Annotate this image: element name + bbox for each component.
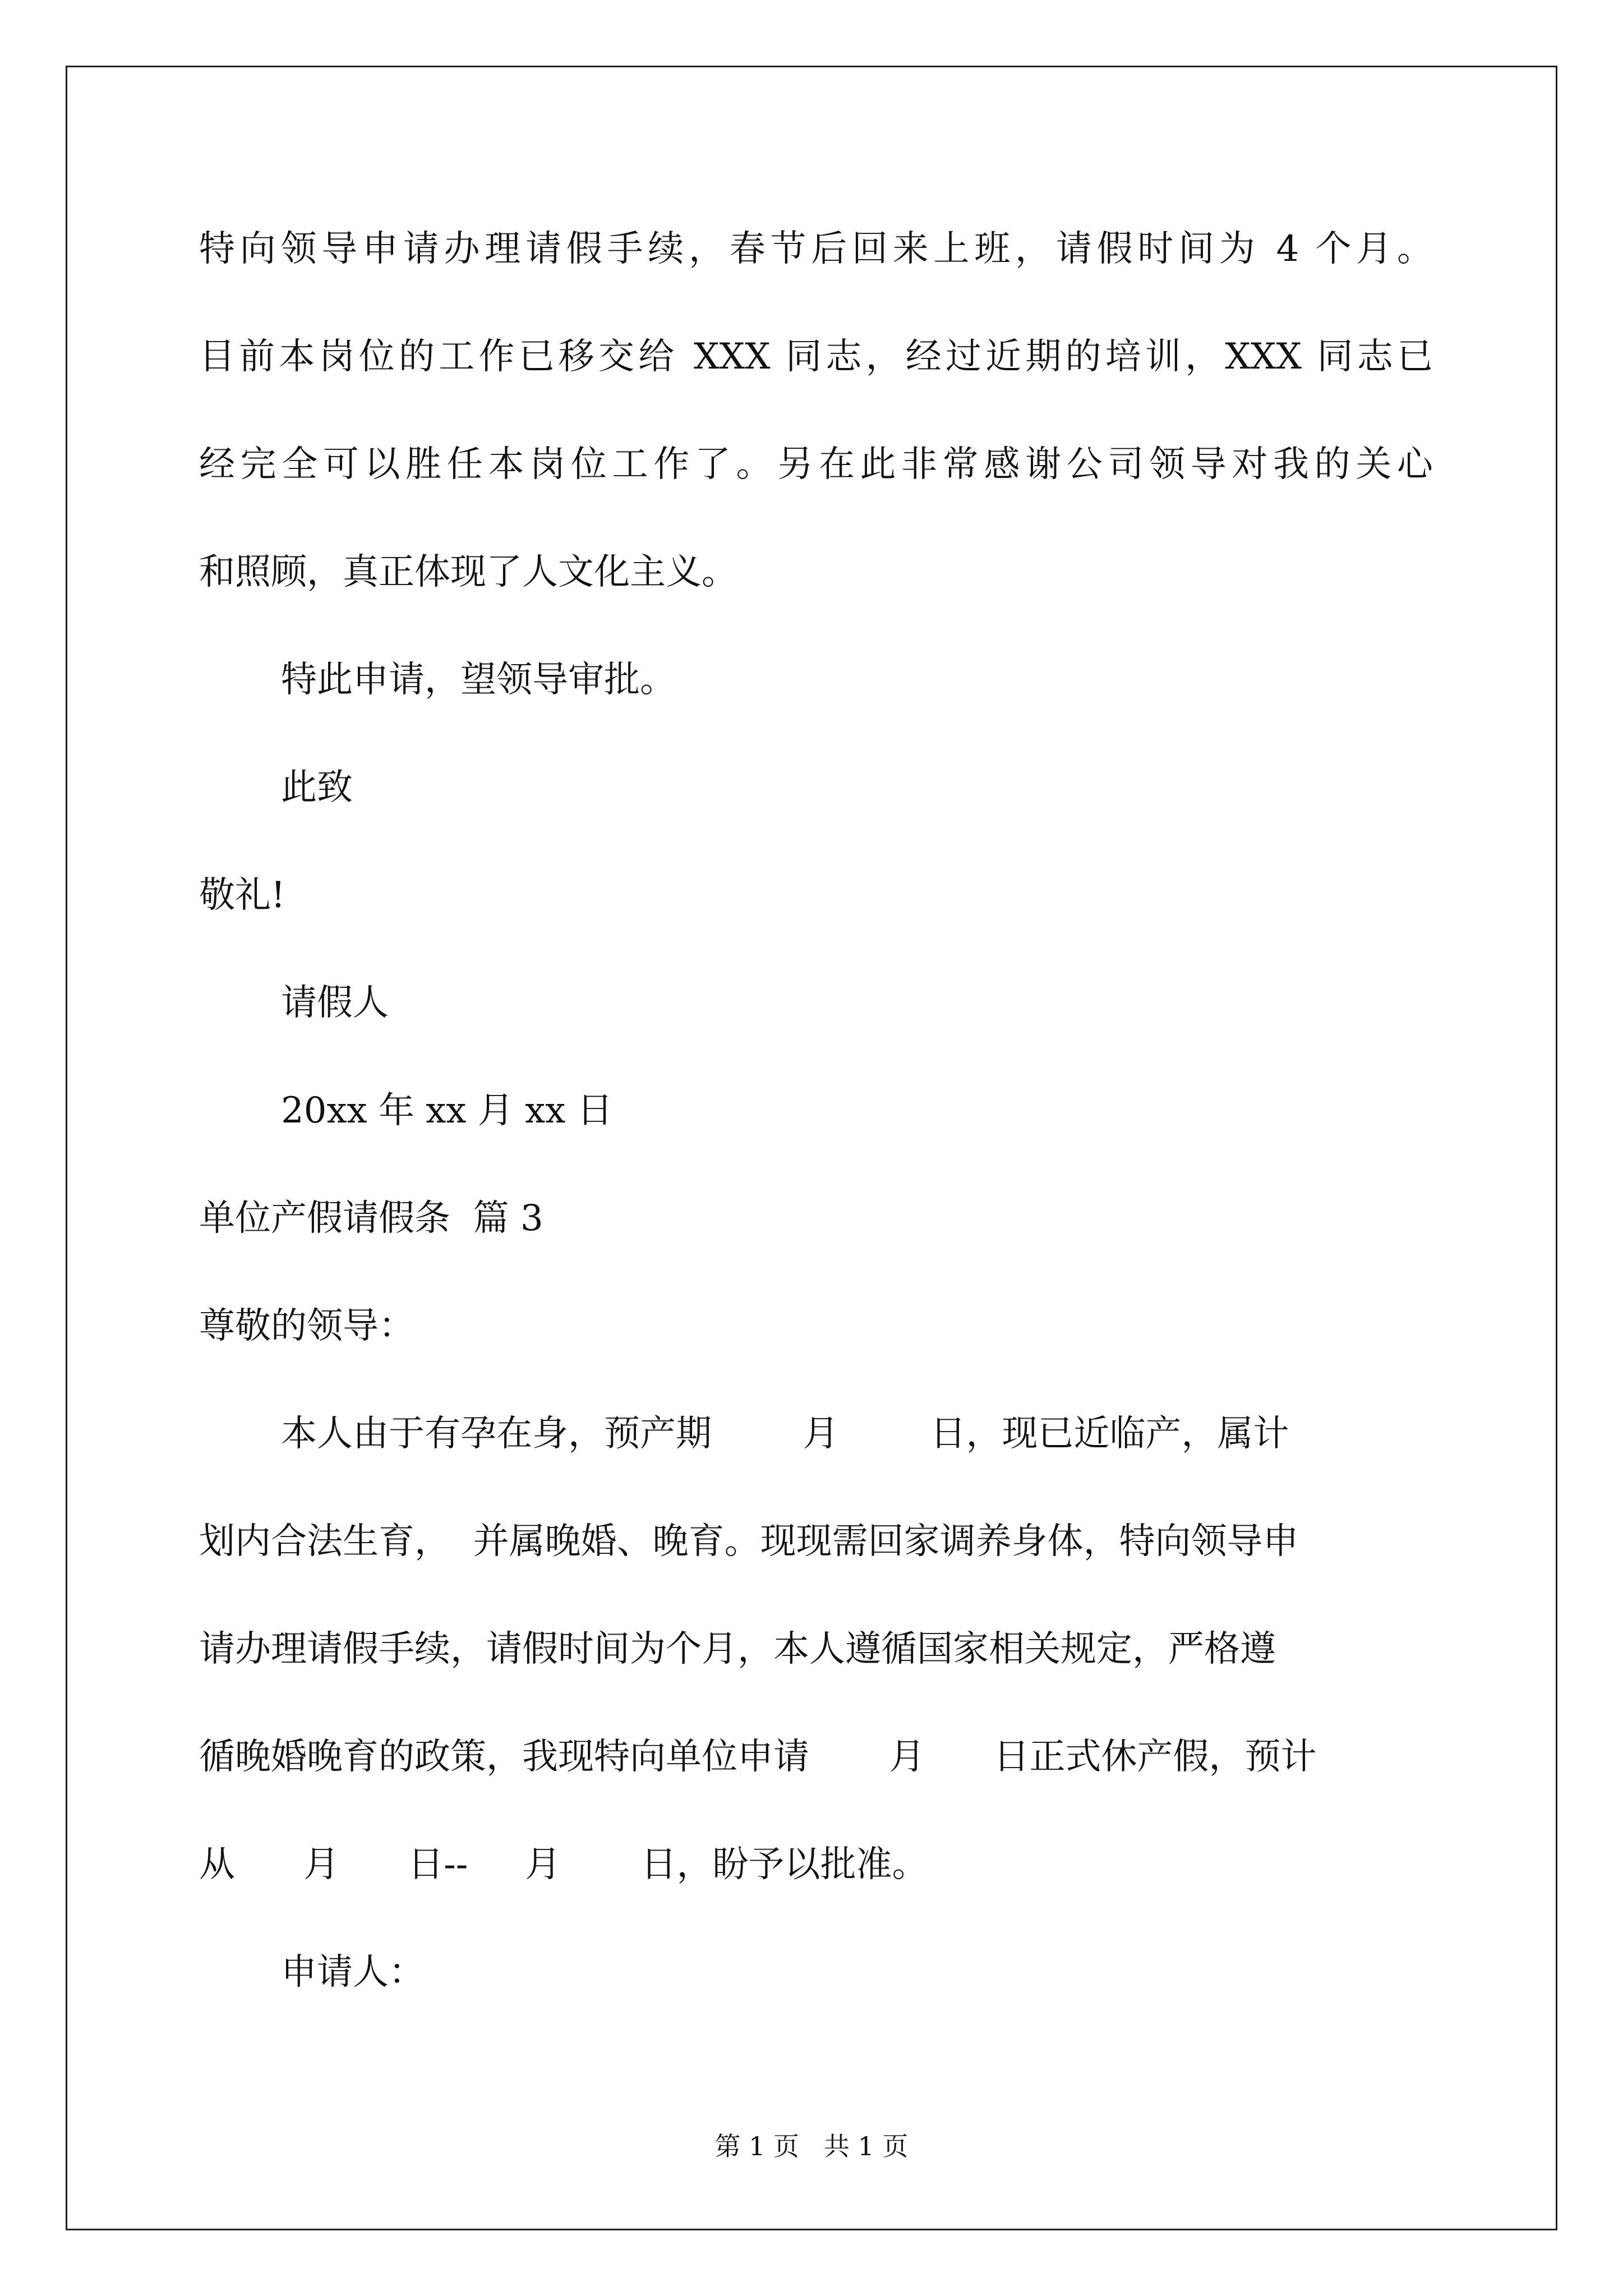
applicant-label: 请假人 bbox=[281, 982, 389, 1024]
paragraph-line: 和照顾，真正体现了人文化主义。 bbox=[199, 551, 737, 593]
signature-label: 申请人： bbox=[281, 1952, 425, 1993]
cizhi-line: 此致 bbox=[281, 767, 353, 808]
section-heading: 单位产假请假条 篇 3 bbox=[199, 1198, 543, 1239]
jingli-line: 敬礼! bbox=[199, 875, 285, 916]
paragraph-line: 循晚婚晚育的政策，我现特向单位申请 月 日正式休产假，预计 bbox=[199, 1736, 1317, 1778]
page-footer: 第 1 页 共 1 页 bbox=[714, 2131, 909, 2161]
paragraph-line: 从 月 日-- 月 日，盼予以批准。 bbox=[199, 1844, 928, 1885]
paragraph-line: 特向领导申请办理请假手续，春节后回来上班，请假时间为 4 个月。 bbox=[199, 228, 1433, 270]
page-border bbox=[66, 66, 1557, 2230]
date-line: 20xx 年 xx 月 xx 日 bbox=[281, 1090, 613, 1131]
paragraph-line: 划内合法生育， 并属晚婚、晚育。现现需回家调养身体，特向领导申 bbox=[199, 1521, 1299, 1562]
paragraph-line: 本人由于有孕在身，预产期 月 日，现已近临产，属计 bbox=[281, 1413, 1289, 1455]
paragraph-line: 经完全可以胜任本岗位工作了。另在此非常感谢公司领导对我的关心 bbox=[199, 444, 1433, 485]
paragraph-line: 请办理请假手续，请假时间为个月，本人遵循国家相关规定，严格遵 bbox=[199, 1628, 1276, 1670]
paragraph-line: 目前本岗位的工作已移交给 XXX 同志，经过近期的培训，XXX 同志已 bbox=[199, 336, 1433, 378]
salutation: 尊敬的领导： bbox=[199, 1305, 414, 1347]
request-line: 特此申请，望领导审批。 bbox=[281, 659, 676, 701]
